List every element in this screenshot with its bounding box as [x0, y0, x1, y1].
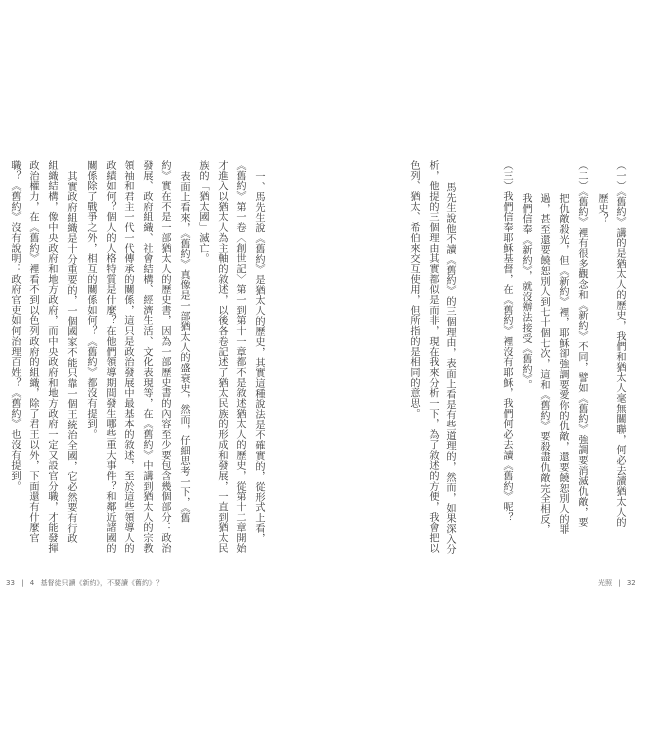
chapter-number: 4	[29, 579, 35, 587]
text-column: 我們信奉《新約》，就沒辦法接受《舊約》。	[520, 193, 531, 390]
right-page-footer	[598, 578, 640, 588]
text-column: 發展、政府組織、社會結構、經濟生活、文化表現等，在《舊約》中講到猶太人的宗教	[141, 160, 152, 554]
text-column: （三）我們信奉耶穌基督，在《舊約》裡沒有耶穌，我們何必去讀《舊約》呢？	[501, 160, 512, 523]
text-column: 把仇敵殺光，但《新約》裡，耶穌卻強調要愛你的仇敵，還要饒恕別人的罪	[557, 193, 568, 535]
text-column: 過，甚至還要饒恕別人到七十個七次，這和《舊約》要殺盡仇敵完全相反，	[538, 193, 549, 535]
page-number: 33	[6, 579, 15, 587]
text-column: 一、馬先生說《舊約》是猶太人的歷史，其實這種說法是不確實的，從形式上看，	[253, 171, 264, 544]
text-column: 《舊約》第一卷〈創世記〉第一到第十一章都不是敘述猶太人的歷史，從第十二章開始	[234, 160, 245, 554]
book-title: 光照	[598, 579, 612, 587]
text-column: （一）《舊約》講的是猶太人的歷史，我們和猶太人毫無關聯，何必去讀猶太人的	[614, 160, 625, 528]
text-column: 其實政府組織是十分重要的，一個國家不能只靠一個王統治全國，它必然要有行政	[65, 171, 76, 544]
left-page-footer	[6, 578, 167, 588]
text-column: （二）《舊約》裡有很多觀念和《新約》不同，譬如《舊約》強調要消滅仇敵，要	[576, 160, 587, 528]
footer-separator: |	[618, 579, 621, 587]
text-column: 族的「猶太國」滅亡。	[197, 160, 208, 264]
page-number: 32	[626, 579, 636, 587]
text-column: 歷史？	[596, 193, 607, 225]
text-column: 析，他提的三個理由其實都似是而非，現在我來分析一下，為了敘述的方便，我會把以	[427, 160, 438, 554]
chapter-title: 基督徒只讀《新約》，不要讀《舊約》？	[40, 579, 163, 587]
text-column: 組織結構，像中央政府和地方政府，而中央政府和地方政府一定又設官分職，才能發揮	[46, 160, 57, 554]
text-column: 關係除了戰爭之外，相互的關係如何？《舊約》都沒有提到。	[85, 160, 96, 440]
text-column: 職？《舊約》沒有說明：政府官吏如何治理百姓？《舊約》也沒有提到。	[9, 160, 20, 492]
text-column: 表面上看來，《舊約》真像是一部猶太人的盛衰史，然而，仔細思考一下，《舊	[178, 171, 189, 524]
text-column: 約》實在不是一部猶太人的歷史書，因為一部歷史書的內容至少要包含幾個部分：政治	[159, 160, 170, 554]
text-column: 政績如何？個人的人格特質是什麼？在他們領導期間發生哪些重大事件？和鄰近諸國的	[104, 160, 115, 554]
text-column: 色列、猶太、希伯來交互使用，但所指的是相同的意思。	[408, 160, 419, 419]
text-column: 領袖和君主一代一代傳承的關係，這只是政治發展中最基本的敘述，至於這些領導人的	[122, 160, 133, 554]
text-column: 才進入以猶太人為主軸的敘述，以後各卷記述了猶太民族的形成和發展，一直到猶太民	[216, 160, 227, 554]
text-column: 馬先生說他不讀《舊約》的三個理由，表面上看是有些道理的，然而，如果深入分	[444, 182, 455, 555]
footer-separator: |	[21, 579, 24, 587]
text-column: 政治權力，在《舊約》裡看不到以色列政府的組織，除了君王以外，下面還有什麼官	[27, 160, 38, 543]
